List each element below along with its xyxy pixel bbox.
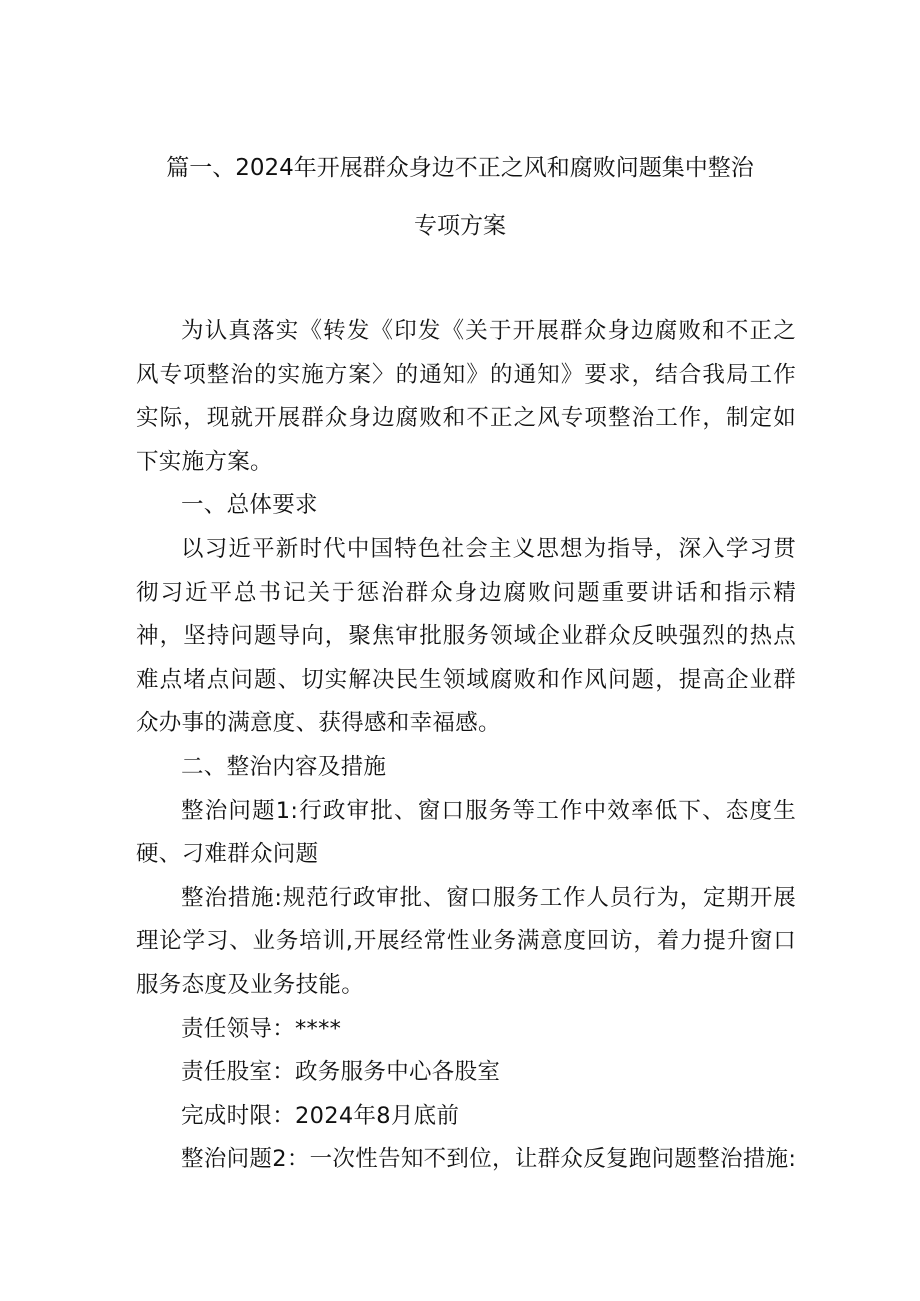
completion-deadline: 完成时限：2024年8月底前 [181,1102,460,1129]
rectification-issue-1: 整治问题1:行政审批、窗口服务等工作中效率低下、态度生硬、刁难群众问题 [136,797,796,868]
general-requirements-paragraph: 以习近平新时代中国特色社会主义思想为指导，深入学习贯彻习近平总书记关于惩治群众身边腐败问题重要讲话和指示精神，坚持问题导向，聚焦审批服务领域企业群众反映强烈的热点难点堵点问题、切实解决民生领域腐败和作风问题，提高企业群众办事的满意度、获得感和幸福感。 [136,535,796,737]
rectification-issue-2: 整治问题2：一次性告知不到位，让群众反复跑问题整治措施: [181,1146,797,1173]
section-heading-general-requirements: 一、总体要求 [181,492,318,519]
document-title-line-1: 篇一、2024年开展群众身边不正之风和腐败问题集中整治 [166,155,754,181]
responsible-office: 责任股室：政务服务中心各股室 [181,1059,501,1086]
document-title-line-2: 专项方案 [414,213,506,239]
document-body [136,310,796,1182]
section-heading-rectification-content: 二、整治内容及措施 [181,753,387,780]
intro-paragraph: 为认真落实《转发《印发《关于开展群众身边腐败和不正之风专项整治的实施方案〉的通知》的通知》要求，结合我局工作实际，现就开展群众身边腐败和不正之风专项整治工作，制定如下实施方案。 [136,318,796,475]
responsible-leader: 责任领导：**** [181,1015,342,1042]
rectification-measures-1: 整治措施:规范行政审批、窗口服务工作人员行为，定期开展理论学习、业务培训,开展经常性业务满意度回访，着力提升窗口服务态度及业务技能。 [136,884,796,998]
